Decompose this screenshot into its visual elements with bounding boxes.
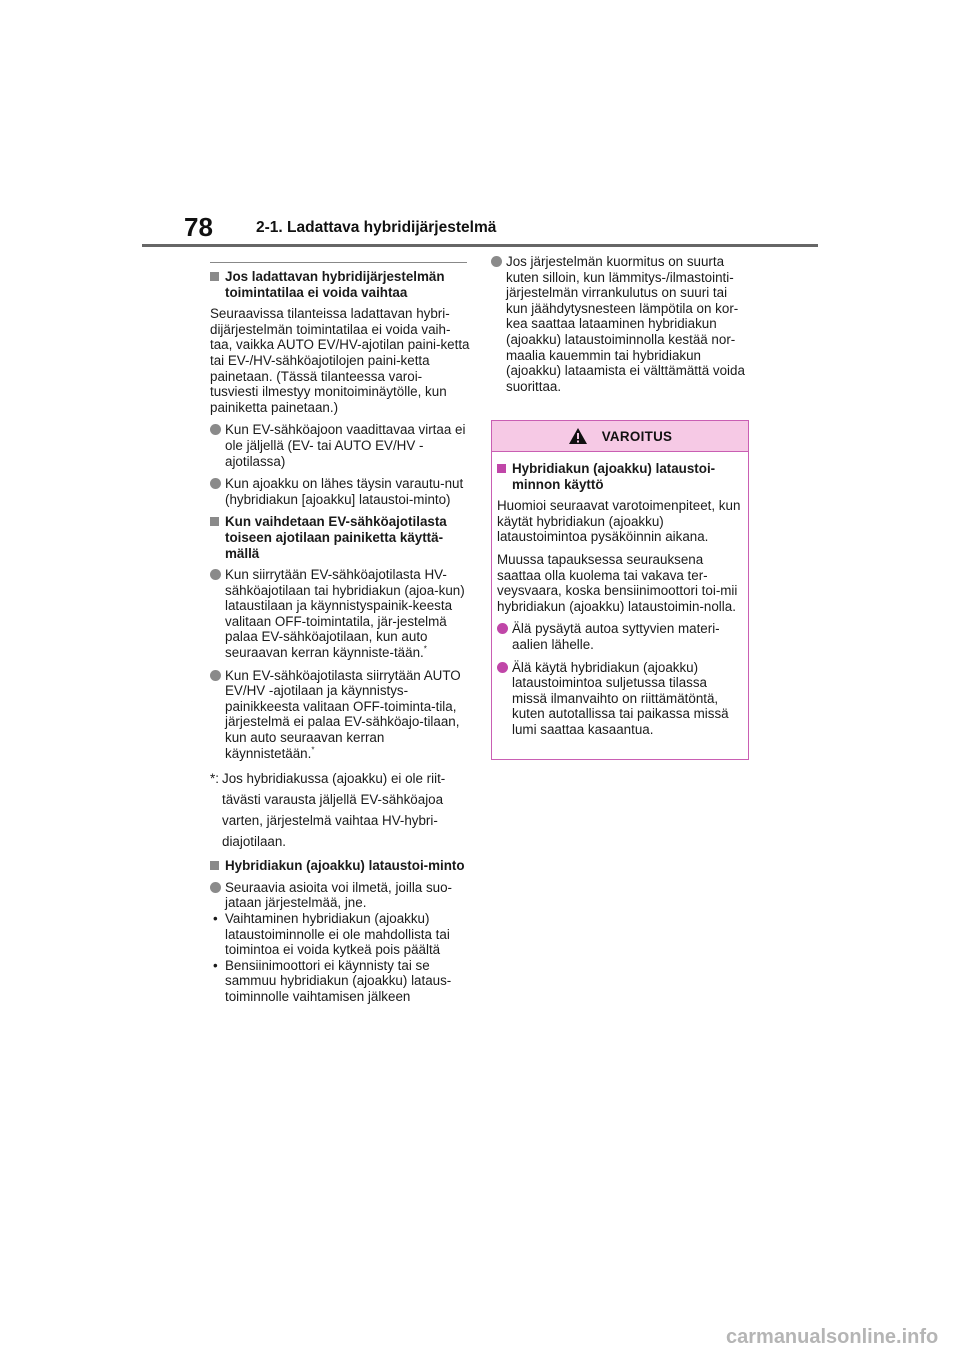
round-bullet-icon — [210, 424, 221, 435]
section-divider — [210, 262, 467, 263]
warning-paragraph: Huomioi seuraavat varotoimenpiteet, kun käytät hybridiakun (ajoakku) lataustoimintoa pysäköinnin aikana. — [497, 498, 741, 545]
list-item: Kun EV-sähköajotilasta siirrytään AUTO EV/HV -ajotilaan ja käynnistys-painikkeesta valitaan OFF-toiminta-tila, järjestelmä ei palaa EV-sähköajo-tilaan, kun auto seuraavan kerran käynnistetään.* — [210, 668, 470, 762]
round-bullet-icon — [210, 882, 221, 893]
list-item: Kun siirrytään EV-sähköajotilasta HV-sähköajotilaan tai hybridiakun (ajoa-kun) lataustilaan ja käynnistyspainik-keesta valitaan OFF-toimintatila, jär-jestelmä palaa EV-sähköajotilaan, kun auto seuraavan kerran käynniste-tään.* — [210, 567, 470, 661]
warning-title: VAROITUS — [601, 428, 673, 444]
square-bullet-icon — [210, 861, 219, 870]
square-bullet-icon — [497, 464, 506, 473]
sub-list-item: • Vaihtaminen hybridiakun (ajoakku) lataustoiminnolle ei ole mahdollista tai toimintoa ei voida kytkeä pois päältä — [213, 911, 450, 958]
footnote-ref: * — [423, 644, 427, 654]
round-bullet-icon — [497, 662, 508, 673]
square-bullet-icon — [210, 517, 219, 526]
round-bullet-icon — [491, 256, 502, 267]
sub-bullet: • — [213, 957, 218, 973]
warning-list-item: Älä pysäytä autoa syttyvien materi-aalien lähelle. — [497, 621, 743, 652]
list-item: Jos järjestelmän kuormitus on suurta kuten silloin, kun lämmitys-/ilmastointi-järjestelmän virrankulutus on suuri tai kun jäähdytysnesteen lämpötila on kor-kea saattaa lataaminen hybridiakun (ajoakku) lataustoiminnolla kestää nor-maalia kauemmin tai hybridiakun (ajoakku) lataamista ei välttämättä voida suorittaa. — [491, 254, 751, 394]
warning-heading: Hybridiakun (ajoakku) lataustoi-minnon käyttö — [497, 461, 743, 492]
page-number: 78 — [184, 212, 213, 242]
section-heading-charging-function: Hybridiakun (ajoakku) lataustoi-minto — [210, 858, 470, 874]
warning-body — [492, 452, 748, 738]
section-heading-ev-switch: Kun vaihdetaan EV-sähköajotilasta toiseen ajotilaan painiketta käyttä-mällä — [210, 514, 470, 561]
section-intro: Seuraavissa tilanteissa ladattavan hybri-dijärjestelmän toimintatilaa ei voida vaih-taa, vaikka AUTO EV/HV-ajotilan paini-ketta tai EV-/HV-sähköajotilojen paini-ketta painetaan. (Tässä tilanteessa varoi-tusviesti ilmestyy monitoiminäytölle, kun painiketta painetaan.) — [210, 306, 470, 415]
warning-paragraph: Muussa tapauksessa seurauksena saattaa olla kuolema tai vakava ter-veysvaara, koska bensiinimoottori toi-mii hybridiakun (ajoakku) lataustoimin-nolla. — [497, 551, 738, 614]
footnote-mark: *: — [210, 771, 219, 787]
round-bullet-icon — [210, 670, 221, 681]
square-bullet-icon — [210, 272, 219, 281]
section-heading-mode-change: Jos ladattavan hybridijärjestelmän toimintatilaa ei voida vaihtaa — [210, 269, 470, 300]
header-rule — [142, 244, 818, 247]
left-column — [210, 262, 470, 1005]
chapter-title: 2-1. Ladattava hybridijärjestelmä — [256, 219, 497, 236]
right-column — [491, 254, 751, 401]
list-item: Kun ajoakku on lähes täysin varautu-nut (hybridiakun [ajoakku] lataustoi-minto) — [210, 476, 470, 507]
warning-triangle-icon — [568, 427, 588, 445]
footnote-ref: * — [311, 745, 315, 755]
sub-bullet: • — [213, 911, 218, 926]
list-item: Seuraavia asioita voi ilmetä, joilla suo-jataan järjestelmää, jne. — [210, 880, 470, 911]
warning-list-item: Älä käytä hybridiakun (ajoakku) lataustoimintoa suljetussa tilassa missä ilmanvaihto on riittämätöntä, kuten autotallissa tai paikassa missä lumi saattaa kasaantua. — [497, 660, 743, 738]
warning-header — [492, 421, 748, 452]
round-bullet-icon — [497, 623, 508, 634]
list-item: Kun EV-sähköajoon vaadittavaa virtaa ei ole jäljellä (EV- tai AUTO EV/HV -ajotilassa) — [210, 422, 470, 469]
watermark: carmanualsonline.info — [726, 1326, 939, 1348]
round-bullet-icon — [210, 569, 221, 580]
footnote: *: Jos hybridiakussa (ajoakku) ei ole riit-tävästi varausta jäljellä EV-sähköajoa varten, järjestelmä vaihtaa HV-hybri-diajotilaan. — [210, 768, 470, 852]
sub-list-item: • Bensiinimoottori ei käynnisty tai se sammuu hybridiakun (ajoakku) lataus-toiminnolle vaihtamisen jälkeen — [213, 957, 452, 1004]
warning-box — [491, 420, 749, 760]
round-bullet-icon — [210, 478, 221, 489]
